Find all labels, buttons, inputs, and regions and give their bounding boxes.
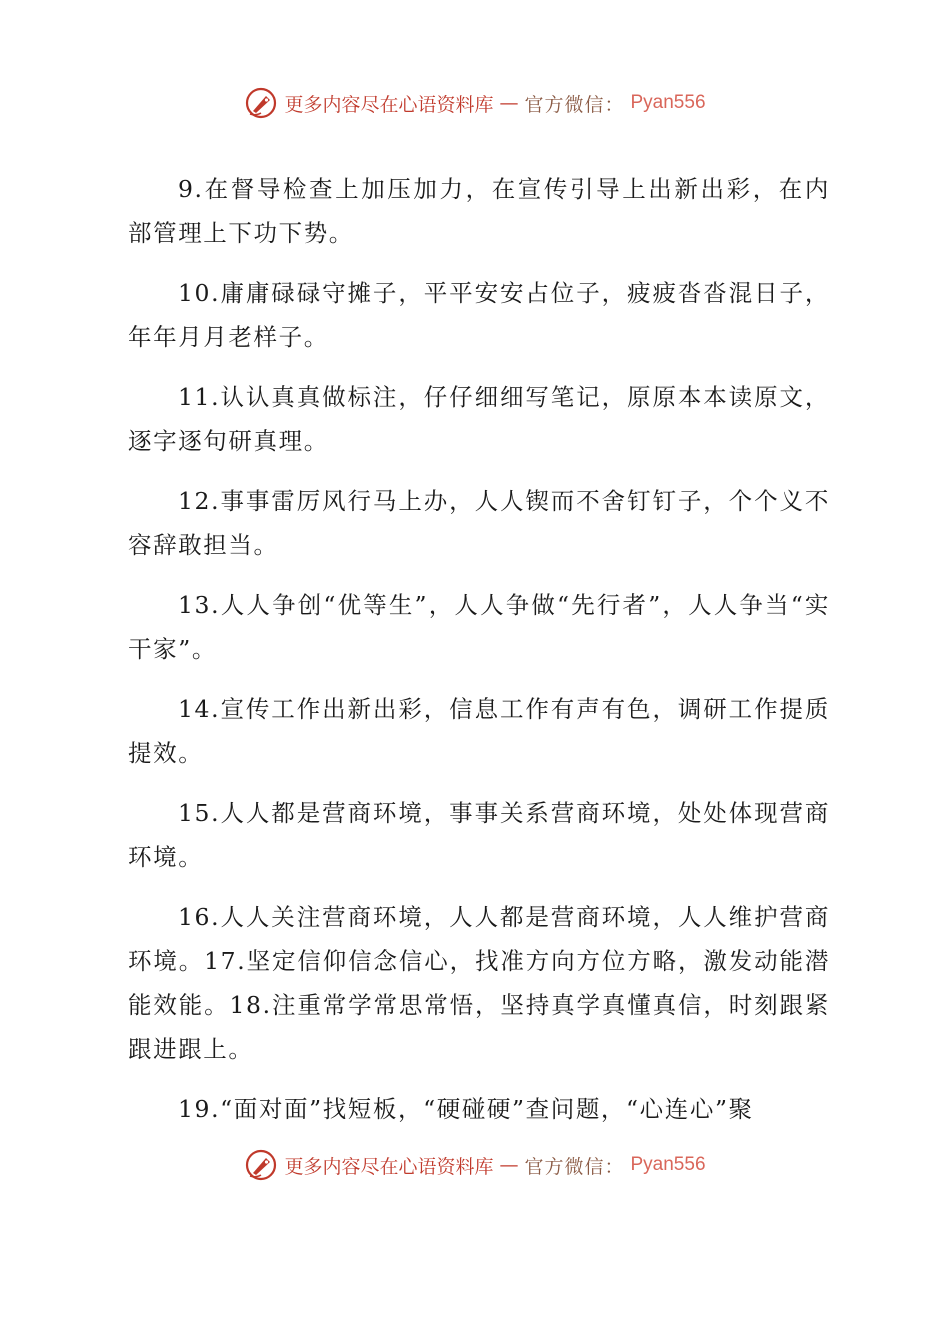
footer-banner: [0, 1145, 950, 1185]
pen-nib-logo-icon: [244, 1148, 278, 1182]
banner-dash: —: [499, 1154, 519, 1176]
paragraph-16-18: 16.人人关注营商环境，人人都是营商环境，人人维护营商环境。17.坚定信仰信念信心，找准方向方位方略，激发动能潜能效能。18.注重常学常思常悟，坚持真学真懂真信，时刻跟紧跟进跟上。: [128, 903, 830, 1063]
paragraph-11: 11.认认真真做标注，仔仔细细写笔记，原原本本读原文，逐字逐句研真理。: [128, 383, 830, 455]
banner-wechat-label: 官方微信：: [524, 1155, 625, 1178]
banner-brand-text: 更多内容尽在心语资料库: [284, 93, 494, 116]
paragraph-9: 9.在督导检查上加压加力，在宣传引导上出新出彩，在内部管理上下功下势。: [128, 175, 830, 247]
banner-wechat-label: 官方微信：: [524, 93, 625, 116]
paragraph-19: 19.“面对面”找短板，“硬碰硬”查问题，“心连心”聚: [178, 1095, 754, 1123]
paragraph-13: 13.人人争创“优等生”，人人争做“先行者”，人人争当“实干家”。: [128, 591, 830, 663]
document-body: [128, 167, 830, 1147]
header-banner: [0, 83, 950, 123]
paragraph-14: 14.宣传工作出新出彩，信息工作有声有色，调研工作提质提效。: [128, 695, 830, 767]
banner-brand-text: 更多内容尽在心语资料库: [284, 1155, 494, 1178]
banner-dash: —: [499, 92, 519, 114]
paragraph-12: 12.事事雷厉风行马上办，人人锲而不舍钉钉子，个个义不容辞敢担当。: [128, 487, 830, 559]
paragraph-10: 10.庸庸碌碌守摊子，平平安安占位子，疲疲沓沓混日子，年年月月老样子。: [128, 279, 830, 351]
banner-wechat-id: Pyan556: [630, 92, 706, 113]
pen-nib-logo-icon: [244, 86, 278, 120]
paragraph-15: 15.人人都是营商环境，事事关系营商环境，处处体现营商环境。: [128, 799, 830, 871]
banner-wechat-id: Pyan556: [630, 1154, 706, 1175]
